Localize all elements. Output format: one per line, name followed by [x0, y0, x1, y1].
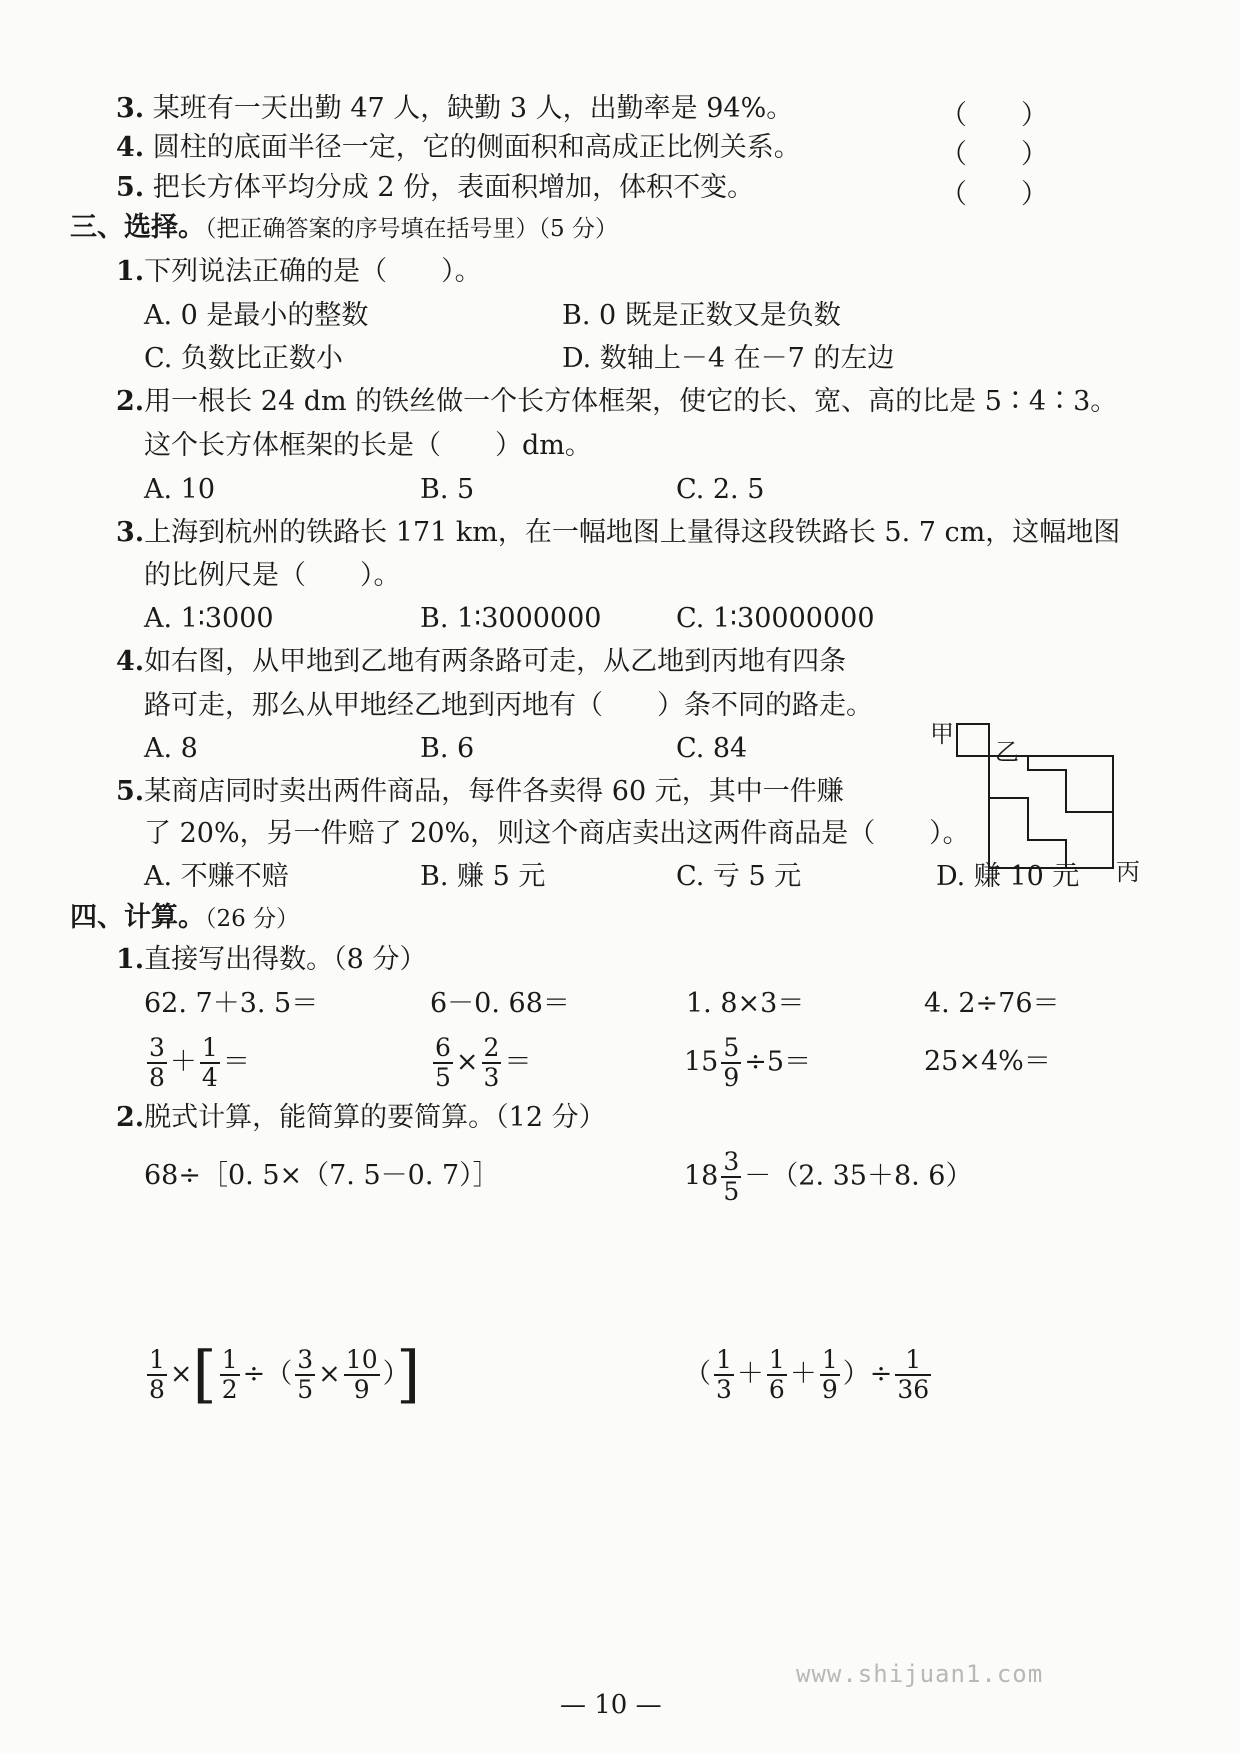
fraction [721, 1148, 741, 1206]
fraction [200, 1034, 220, 1092]
oral-calc-7 [684, 1032, 811, 1093]
step-calc-1: 68÷［0. 5×（7. 5－0. 7）］ [144, 1160, 500, 1191]
calc-part-1 [116, 944, 426, 976]
numerator: 1 [768, 1344, 785, 1374]
question-number: 5. [116, 172, 145, 203]
judge-question-3 [116, 93, 793, 125]
numerator: 10 [345, 1344, 378, 1374]
denominator: 6 [768, 1374, 785, 1404]
question-text-continued: 这个长方体框架的长是（ ）dm。 [144, 430, 592, 461]
option-c: C. 84 [676, 733, 748, 764]
fraction [482, 1034, 502, 1092]
option-a: A. 8 [144, 733, 198, 764]
numerator: 6 [435, 1032, 451, 1062]
fraction [767, 1346, 787, 1404]
fraction [220, 1346, 240, 1404]
oral-calc-1: 62. 7＋3. 5＝ [144, 988, 319, 1019]
choice-question-4 [116, 646, 846, 678]
denominator: 9 [353, 1374, 370, 1404]
question-number: 4. [116, 646, 145, 677]
equals: ＝ [504, 1046, 532, 1078]
answer-blank[interactable]: （ ） [940, 139, 1048, 170]
option-a: A. 0 是最小的整数 [144, 300, 369, 331]
operator: × [318, 1358, 341, 1390]
whole-number: 15 [684, 1046, 719, 1078]
question-number: 1. [116, 944, 145, 975]
expression-rest: －（2. 35＋8. 6） [744, 1160, 973, 1192]
left-bracket: [ [192, 1337, 217, 1411]
section-title: 三、选择。 [70, 212, 205, 243]
operator: ）÷ [842, 1358, 893, 1390]
question-text: 某商店同时卖出两件商品，每件各卖得 60 元，其中一件赚 [144, 776, 844, 807]
question-text-continued: 了 20%，另一件赔了 20%，则这个商店卖出这两件商品是（ ）。 [144, 818, 970, 849]
question-text: 下列说法正确的是（ ）。 [144, 256, 482, 287]
numerator: 1 [201, 1032, 218, 1062]
operator: × [455, 1046, 479, 1078]
step-calc-3 [144, 1337, 421, 1411]
option-d: D. 数轴上－4 在－7 的左边 [562, 343, 895, 374]
numerator: 5 [723, 1032, 740, 1062]
fraction [820, 1346, 840, 1404]
question-text: 上海到杭州的铁路长 171 km，在一幅地图上量得这段铁路长 5. 7 cm，这幅地图 [144, 517, 1121, 548]
fraction [895, 1346, 931, 1404]
calc-part-2 [116, 1102, 606, 1134]
fraction [147, 1034, 167, 1092]
equals: ＝ [222, 1046, 250, 1078]
option-c: C. 2. 5 [676, 474, 765, 505]
oral-calc-4: 4. 2÷76＝ [924, 988, 1060, 1019]
oral-calc-8: 25×4%＝ [924, 1046, 1051, 1077]
option-c: C. 亏 5 元 [676, 861, 802, 892]
fraction [147, 1346, 167, 1404]
oral-calc-2: 6－0. 68＝ [430, 988, 570, 1019]
question-text: 把长方体平均分成 2 份，表面积增加，体积不变。 [152, 172, 755, 203]
step-calc-4 [684, 1344, 934, 1405]
right-bracket: ] [396, 1337, 421, 1411]
fraction [714, 1346, 734, 1404]
judge-question-4 [116, 132, 801, 164]
numerator: 3 [149, 1032, 165, 1062]
fraction [433, 1034, 453, 1092]
page-number: — 10 — [560, 1690, 662, 1720]
oral-calc-3: 1. 8×3＝ [686, 988, 805, 1019]
option-c: C. 1∶30000000 [676, 603, 875, 634]
question-text: 用一根长 24 dm 的铁丝做一个长方体框架，使它的长、宽、高的比是 5∶4∶3。 [144, 386, 1118, 417]
denominator: 8 [149, 1062, 165, 1092]
denominator: 2 [221, 1374, 238, 1404]
numerator: 1 [821, 1344, 838, 1374]
numerator: 1 [221, 1344, 238, 1374]
fraction [344, 1346, 380, 1404]
question-text: 直接写出得数。（8 分） [144, 944, 427, 975]
option-a: A. 10 [144, 474, 216, 505]
section-note: （26 分） [205, 906, 300, 932]
denominator: 9 [723, 1062, 740, 1092]
question-number: 3. [116, 517, 145, 548]
numerator: 3 [723, 1146, 740, 1176]
question-number: 4. [116, 132, 145, 163]
section-title: 四、计算。 [70, 902, 205, 933]
answer-blank[interactable]: （ ） [940, 179, 1048, 210]
question-text: 脱式计算，能简算的要简算。（12 分） [144, 1102, 606, 1133]
operator: ＋ [789, 1358, 817, 1390]
option-b: B. 6 [420, 733, 475, 764]
option-b: B. 1∶3000000 [420, 603, 602, 634]
choice-question-2 [116, 386, 1117, 418]
option-c: C. 负数比正数小 [144, 343, 343, 374]
question-text-continued: 路可走，那么从甲地经乙地到丙地有（ ）条不同的路走。 [144, 690, 873, 721]
section-3-heading [70, 212, 618, 245]
question-number: 2. [116, 386, 145, 417]
denominator: 5 [723, 1176, 740, 1206]
question-text-continued: 的比例尺是（ ）。 [144, 560, 401, 591]
oral-calc-5 [144, 1032, 250, 1093]
denominator: 8 [149, 1374, 165, 1404]
choice-question-3 [116, 517, 1120, 549]
question-text: 某班有一天出勤 47 人，缺勤 3 人，出勤率是 94%。 [152, 93, 794, 124]
question-text: 圆柱的底面半径一定，它的侧面积和高成正比例关系。 [152, 132, 801, 163]
right-paren: ） [382, 1358, 397, 1390]
label-jia: 甲 [930, 720, 954, 748]
answer-blank[interactable]: （ ） [940, 100, 1048, 131]
section-note: （把正确答案的序号填在括号里）（5 分） [205, 216, 618, 242]
fraction [295, 1346, 315, 1404]
option-b: B. 赚 5 元 [420, 861, 546, 892]
fraction [721, 1034, 741, 1092]
denominator: 5 [435, 1062, 451, 1092]
numerator: 3 [297, 1344, 314, 1374]
label-bing: 丙 [1116, 858, 1140, 886]
choice-question-5 [116, 776, 844, 808]
whole-number: 18 [684, 1160, 719, 1192]
section-4-heading [70, 902, 299, 935]
left-paren: （ [684, 1358, 711, 1390]
operator: ÷（ [242, 1358, 293, 1390]
numerator: 1 [895, 1346, 931, 1376]
question-text: 如右图，从甲地到乙地有两条路可走，从乙地到丙地有四条 [144, 646, 847, 677]
denominator: 4 [201, 1062, 218, 1092]
denominator: 36 [897, 1374, 930, 1404]
numerator: 2 [483, 1032, 500, 1062]
question-number: 1. [116, 256, 145, 287]
denominator: 9 [821, 1374, 838, 1404]
watermark: www.shijuan1.com [796, 1660, 1044, 1688]
option-b: B. 5 [420, 474, 475, 505]
option-a: A. 不赚不赔 [144, 861, 289, 892]
option-b: B. 0 既是正数又是负数 [562, 300, 841, 331]
step-calc-2 [684, 1146, 973, 1207]
expression-rest: ÷5＝ [744, 1046, 812, 1078]
label-yi: 乙 [995, 738, 1019, 766]
denominator: 3 [483, 1062, 500, 1092]
choice-question-1 [116, 256, 482, 288]
operator: ＋ [736, 1358, 764, 1390]
option-a: A. 1∶3000 [144, 603, 274, 634]
question-number: 2. [116, 1102, 145, 1133]
denominator: 3 [716, 1374, 732, 1404]
question-number: 3. [116, 93, 145, 124]
option-d: D. 赚 10 元 [936, 861, 1080, 892]
question-number: 5. [116, 776, 145, 807]
judge-question-5 [116, 172, 754, 204]
numerator: 1 [716, 1344, 732, 1374]
oral-calc-6 [430, 1032, 531, 1093]
numerator: 1 [149, 1344, 165, 1374]
denominator: 5 [297, 1374, 314, 1404]
operator: ＋ [169, 1046, 197, 1078]
operator: × [169, 1358, 193, 1390]
